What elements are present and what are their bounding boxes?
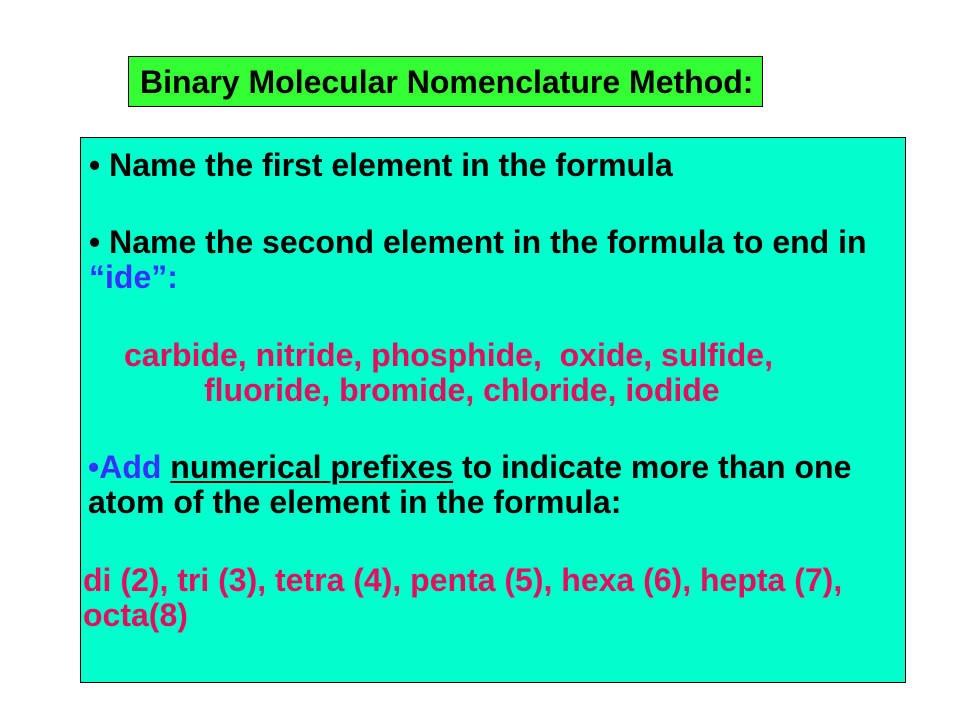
- bullet-item-3-lead: •Add: [88, 449, 162, 485]
- slide-title: Binary Molecular Nomenclature Method:: [140, 64, 754, 100]
- bullet-item-2-text: Name the second element in the formula to end in: [109, 224, 867, 260]
- bullet-item-3-text: to indicate more than one: [461, 449, 852, 485]
- anion-names-line-1: carbide, nitride, phosphide, oxide, sulfide,: [124, 337, 773, 373]
- bullet-item-3: [88, 450, 851, 485]
- bullet-item-2: [89, 225, 867, 260]
- numerical-prefixes-term: numerical prefixes: [170, 449, 454, 485]
- anion-names-line-2: fluoride, bromide, chloride, iodide: [204, 372, 720, 408]
- bullet-glyph: •: [89, 147, 101, 183]
- prefixes-line-2: octa(8): [83, 597, 188, 633]
- bullet-item-1: [89, 148, 673, 183]
- title-box: [128, 56, 763, 107]
- bullet-item-1-text: Name the first element in the formula: [109, 147, 673, 183]
- content-box: [80, 137, 906, 683]
- prefixes-line-1: di (2), tri (3), tetra (4), penta (5), hexa (6), hepta (7),: [83, 562, 843, 598]
- bullet-item-3-continuation: atom of the element in the formula:: [88, 484, 622, 520]
- bullet-glyph: •: [89, 224, 101, 260]
- ide-suffix-text: “ide”:: [89, 259, 178, 295]
